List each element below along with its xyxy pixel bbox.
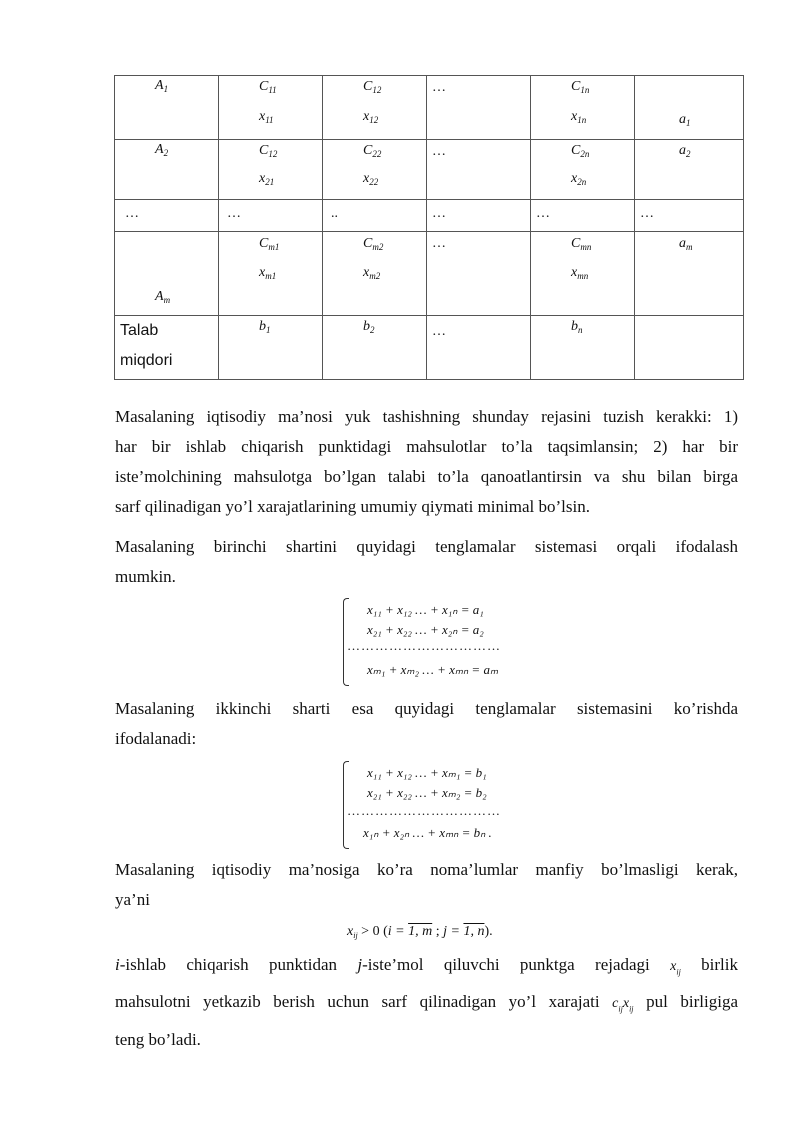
amount-cell: $x_{m1}$: [259, 265, 277, 281]
ellipsis: …: [432, 144, 446, 159]
ellipsis: …: [536, 206, 550, 221]
cost-cell: $C_{11}$: [259, 79, 277, 95]
paragraph-nonnegativity: Masalaning iqtisodiy ma’nosiga ko’ra noma’lumlar manfiy bo’lmasligi kerak, ya’ni: [115, 860, 738, 909]
supplier-label: $A_m$: [155, 289, 171, 305]
demand-cell: $b_n$: [571, 319, 583, 335]
cost-cell: $C_{12}$: [259, 143, 278, 159]
table-row: [115, 140, 744, 200]
ellipsis: …: [432, 80, 446, 95]
equation: x₁₁ + x₁₂ … + xₘ₁ = b₁: [367, 765, 487, 780]
supply-cell: $a_m$: [679, 236, 693, 252]
amount-cell: $x_{mn}$: [571, 265, 589, 281]
cost-cell: $C_{mn}$: [571, 236, 592, 252]
supply-equation-system: [343, 598, 518, 686]
table-row: [115, 76, 744, 140]
paragraph-cost-definition: i-ishlab chiqarish punktidan j-iste’mol qiluvchi punktga rejadagi $x_{ij}$ birlik mahsulotni yetkazib berish uchun sarf qilinadigan yo’l xarajati $c_{ij}x_{ij}$ pul birligiga teng bo’ladi.: [115, 955, 738, 1049]
paragraph-second-condition: Masalaning ikkinchi sharti esa quyidagi tenglamalar sistemasini ko’rishda ifodalanadi:: [115, 699, 738, 748]
supplier-label: $A_1$: [155, 78, 169, 94]
ellipsis-row: ……………………………: [347, 803, 501, 818]
table-row: [115, 232, 744, 316]
ellipsis: …: [432, 206, 446, 221]
ellipsis: …: [227, 206, 241, 221]
transport-table: [114, 75, 744, 380]
equation: x₁₁ + x₁₂ … + x₁ₙ = a₁: [367, 602, 484, 617]
ellipsis: ..: [331, 206, 338, 221]
paragraph-economic-meaning: Masalaning iqtisodiy ma’nosi yuk tashishning shunday rejasini tuzish kerakki: 1) har bir ishlab chiqarish punktidagi mahsulotlar to’la taqsimlansin; 2) har bir iste’molchining mahsulotga bo’lgan talabi to’la qanoatlantirsin va shu bilan birga sarf qilinadigan yo’l xarajatlarining umumiy qiymati minimal bo’lsin.: [115, 407, 738, 516]
cost-cell: $C_{m1}$: [259, 236, 280, 252]
ellipsis: …: [125, 206, 139, 221]
equation: x₁ₙ + x₂ₙ … + xₘₙ = bₙ .: [363, 825, 492, 840]
supplier-label: $A_2$: [155, 142, 169, 158]
ellipsis: …: [432, 324, 446, 339]
ellipsis-row: ……………………………: [347, 638, 501, 653]
amount-cell: $x_{22}$: [363, 171, 379, 187]
cost-cell: $C_{22}$: [363, 143, 382, 159]
amount-cell: $x_{2n}$: [571, 171, 587, 187]
cost-cell: $C_{1n}$: [571, 79, 590, 95]
nonnegativity-condition: $x_{ij} > 0$ (i = 1, m ; j = 1, n).: [347, 924, 493, 940]
table-row: [115, 316, 744, 380]
cost-cell: $C_{m2}$: [363, 236, 384, 252]
cost-cell: $C_{12}$: [363, 79, 382, 95]
demand-cell: $b_2$: [363, 319, 375, 335]
amount-cell: $x_{m2}$: [363, 265, 381, 281]
equation: x₂₁ + x₂₂ … + xₘ₂ = b₂: [367, 785, 487, 800]
paragraph-first-condition: Masalaning birinchi shartini quyidagi tenglamalar sistemasi orqali ifodalash mumkin.: [115, 537, 738, 586]
demand-cell: $b_1$: [259, 319, 271, 335]
amount-cell: $x_{21}$: [259, 171, 275, 187]
supply-cell: $a_2$: [679, 143, 691, 159]
table-row: [115, 200, 744, 232]
equation: xₘ₁ + xₘ₂ … + xₘₙ = aₘ: [367, 662, 499, 677]
equation: x₂₁ + x₂₂ … + x₂ₙ = a₂: [367, 622, 484, 637]
amount-cell: $x_{1n}$: [571, 109, 587, 125]
amount-cell: $x_{12}$: [363, 109, 379, 125]
ellipsis: …: [640, 206, 654, 221]
amount-cell: $x_{11}$: [259, 109, 274, 125]
ellipsis: …: [432, 236, 446, 251]
supply-cell: $a_1$: [679, 112, 691, 128]
demand-label: Talab miqdori: [120, 322, 173, 369]
demand-equation-system: [343, 761, 523, 849]
cost-cell: $C_{2n}$: [571, 143, 590, 159]
